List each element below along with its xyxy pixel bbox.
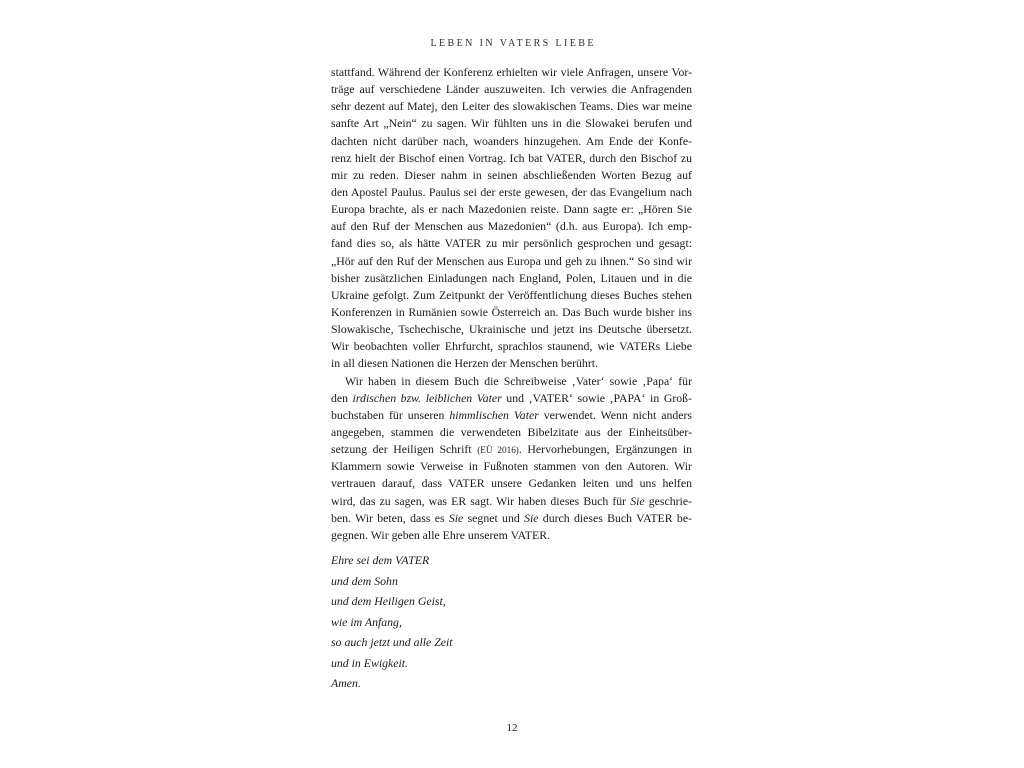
line-content bbox=[331, 476, 692, 490]
line-content bbox=[331, 168, 692, 182]
poem-line: wie im Anfang, bbox=[331, 614, 402, 629]
text-run: wird, das zu sagen, was ER sagt. Wir haben dieses Buch für bbox=[331, 493, 631, 508]
text-line bbox=[331, 98, 692, 115]
line-content bbox=[331, 322, 692, 336]
poem-line: Ehre sei dem VATER bbox=[331, 553, 430, 567]
text-line bbox=[331, 407, 692, 424]
text-run: Ukraine gefolgt. Zum Zeitpunkt der Veröffentlichung dieses Buches stehen bbox=[331, 287, 692, 302]
text-run: . Hervorhebungen, Ergänzungen in bbox=[518, 442, 693, 457]
body-text bbox=[331, 64, 692, 544]
text-run: setzung der Heiligen Schrift bbox=[331, 442, 478, 457]
text-line bbox=[331, 115, 692, 132]
running-head: LEBEN IN VATERS LIEBE bbox=[430, 38, 596, 49]
text-line bbox=[331, 235, 692, 252]
text-line bbox=[331, 270, 692, 287]
line-content bbox=[331, 271, 692, 285]
text-run: Wir haben in diesem Buch die Schreibweise ‚Vater‘ sowie ‚Papa‘ für bbox=[345, 373, 692, 388]
poem-line: und dem Sohn bbox=[331, 573, 398, 588]
text-line bbox=[331, 338, 692, 355]
text-run: ben. Wir beten, dass es bbox=[331, 510, 449, 525]
text-line bbox=[331, 167, 692, 184]
text-run: durch dieses Buch VATER be- bbox=[538, 510, 692, 525]
line-content bbox=[331, 408, 692, 422]
text-run: Europa brachte, als er nach Mazedonien reiste. Dann sagte er: „Hören Sie bbox=[331, 202, 692, 217]
text-line bbox=[331, 287, 692, 304]
paragraph bbox=[331, 64, 692, 373]
text-run: den Apostel Paulus. Paulus sei der erste gewesen, der das Evangelium nach bbox=[331, 184, 692, 199]
citation-text: (EÜ 2016) bbox=[477, 445, 519, 456]
line-content bbox=[331, 494, 692, 508]
text-line bbox=[331, 458, 692, 475]
line-content bbox=[331, 185, 692, 199]
line-content bbox=[331, 134, 692, 148]
emphasis-text: irdischen bzw. leiblichen Vater bbox=[352, 390, 502, 405]
text-run: sanfte Art „Nein“ zu sagen. Wir fühlten uns in die Slowakei berufen und bbox=[331, 116, 692, 131]
text-run: verwendet. Wenn nicht anders bbox=[538, 407, 693, 422]
text-line bbox=[331, 510, 692, 527]
line-content bbox=[331, 305, 692, 319]
emphasis-text: himmlischen Vater bbox=[449, 407, 539, 422]
poem-line: und in Ewigkeit. bbox=[331, 655, 408, 670]
text-run: Klammern sowie Verweise in Fußnoten stammen von den Autoren. Wir bbox=[331, 459, 692, 474]
text-run: stattfand. Während der Konferenz erhielten wir viele Anfragen, unsere Vor- bbox=[331, 65, 692, 79]
text-run: fand dies so, als hätte VATER zu mir persönlich gesprochen und gesagt: bbox=[331, 236, 692, 251]
text-run: den bbox=[331, 390, 353, 405]
text-run: vertrauen darauf, dass VATER unsere Gedanken leiten und uns helfen bbox=[331, 476, 692, 491]
line-content bbox=[331, 151, 692, 165]
text-line bbox=[331, 321, 692, 338]
line-content bbox=[331, 116, 692, 130]
line-content bbox=[331, 391, 692, 405]
poem bbox=[331, 550, 692, 694]
line-content bbox=[345, 374, 692, 388]
text-run: in all diesen Nationen die Herzen der Menschen berührt. bbox=[331, 356, 598, 371]
text-run: Konferenzen in Rumänien sowie Österreich an. Das Buch wurde bisher ins bbox=[331, 304, 692, 319]
line-content bbox=[331, 65, 692, 79]
line-content bbox=[331, 288, 692, 302]
text-run: bisher zusätzlichen Einladungen nach England, Polen, Litauen und in die bbox=[331, 270, 692, 285]
text-run: mir zu reden. Dieser nahm in seinen abschließenden Worten Bezug auf bbox=[331, 167, 692, 182]
line-content bbox=[331, 219, 692, 233]
text-line bbox=[331, 201, 692, 218]
text-line bbox=[331, 373, 692, 390]
line-content bbox=[331, 254, 692, 268]
line-content bbox=[331, 236, 692, 250]
emphasis-text: Sie bbox=[630, 493, 645, 508]
line-content bbox=[331, 442, 692, 456]
text-run: träge auf verschiedene Länder auszuweiten. Ich verwies die Anfragenden bbox=[331, 82, 692, 97]
text-run: „Hör auf den Ruf der Menschen aus Europa und geh zu ihnen.“ So sind wir bbox=[331, 253, 692, 268]
text-run: segnet und bbox=[463, 510, 525, 525]
poem-line: Amen. bbox=[331, 676, 361, 690]
line-content bbox=[331, 339, 692, 353]
text-run: sehr dezent auf Matej, den Leiter des slowakischen Teams. Dies war meine bbox=[331, 99, 692, 114]
text-run: Slowakische, Tschechische, Ukrainische und jetzt ins Deutsche übersetzt. bbox=[331, 322, 692, 337]
text-line bbox=[331, 424, 692, 441]
line-content bbox=[331, 511, 692, 525]
poem-line: so auch jetzt und alle Zeit bbox=[331, 635, 453, 649]
text-line bbox=[331, 527, 692, 544]
text-run: auf den Ruf der Menschen aus Mazedonien“ (d.h. aus Europa). Ich emp- bbox=[331, 219, 692, 234]
emphasis-text: Sie bbox=[524, 510, 539, 525]
text-line bbox=[331, 390, 692, 407]
text-line bbox=[331, 475, 692, 492]
text-run: dachten nicht darüber nach, woanders hinzugehen. Am Ende der Konfe- bbox=[331, 133, 692, 148]
page-number: 12 bbox=[506, 722, 518, 734]
text-run: Wir beobachten voller Ehrfurcht, sprachlos staunend, wie VATERs Liebe bbox=[331, 339, 692, 354]
text-line bbox=[331, 493, 692, 510]
line-content bbox=[331, 459, 692, 473]
text-line bbox=[331, 355, 692, 372]
line-content bbox=[331, 202, 692, 216]
text-line bbox=[331, 184, 692, 201]
line-content bbox=[331, 425, 692, 439]
line-content bbox=[331, 528, 550, 542]
text-line bbox=[331, 150, 692, 167]
text-line bbox=[331, 304, 692, 321]
line-content bbox=[331, 99, 692, 113]
text-run: angegeben, stammen die verwendeten Bibelzitate aus der Einheitsüber- bbox=[331, 424, 692, 439]
text-line bbox=[331, 81, 692, 98]
poem-line: und dem Heiligen Geist, bbox=[331, 594, 446, 608]
text-run: geschrie- bbox=[644, 493, 692, 508]
text-run: und ‚VATER‘ sowie ‚PAPA‘ in Groß- bbox=[501, 390, 692, 405]
text-line bbox=[331, 64, 692, 81]
text-line bbox=[331, 218, 692, 235]
text-line bbox=[331, 441, 692, 458]
text-run: gegnen. Wir geben alle Ehre unserem VATER. bbox=[331, 527, 551, 542]
text-run: renz hielt der Bischof einen Vortrag. Ich bat VATER, durch den Bischof zu bbox=[331, 150, 692, 165]
line-content bbox=[331, 356, 598, 370]
text-line bbox=[331, 133, 692, 150]
text-line bbox=[331, 253, 692, 270]
emphasis-text: Sie bbox=[448, 510, 464, 525]
text-run: buchstaben für unseren bbox=[331, 407, 450, 422]
line-content bbox=[331, 82, 692, 96]
paragraph bbox=[331, 373, 692, 544]
